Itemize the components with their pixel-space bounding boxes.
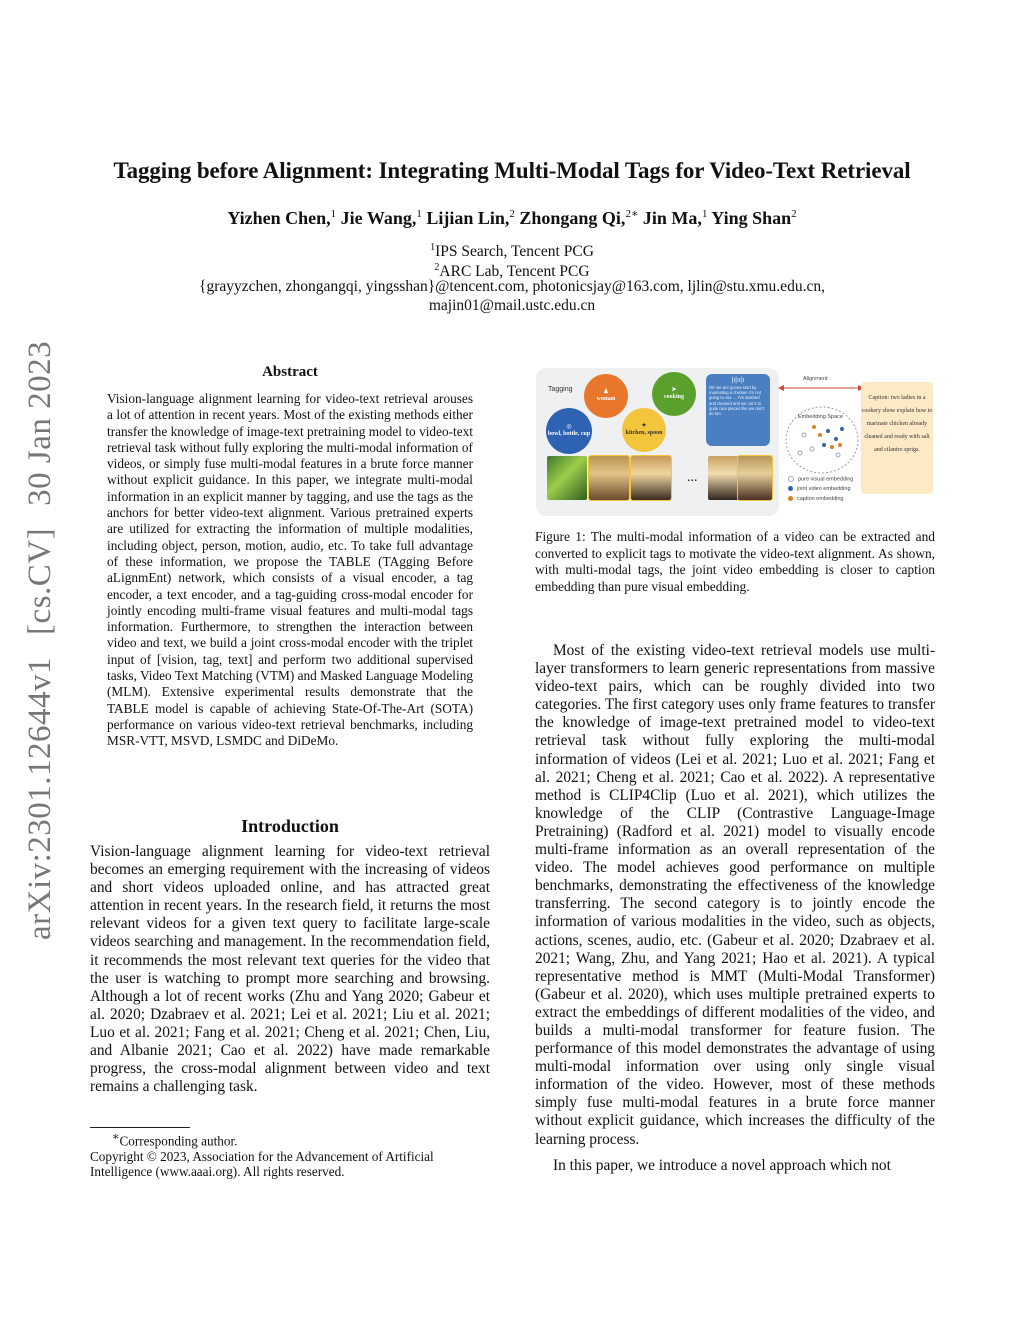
footnote-rule: [90, 1127, 190, 1128]
tag-cooking: [652, 372, 696, 416]
author-mark: 1: [701, 208, 708, 220]
author: Jie Wang,: [340, 208, 417, 228]
tagging-label: Tagging: [548, 386, 573, 393]
caption-marker-icon: [788, 496, 793, 501]
footnote-corresponding: [90, 1130, 490, 1149]
tag-label: kitchen, spoon: [625, 430, 663, 436]
video-frame-5: [738, 456, 772, 500]
location-icon: ✦: [641, 423, 647, 429]
legend-text: joint video embedding: [797, 486, 851, 492]
footnote-corresponding-text: Corresponding author.: [119, 1133, 238, 1149]
abstract-text: Vision-language alignment learning for video-text retrieval arouses a lot of attention in recent years. Most of the existing methods either transfer the knowledge of image-text pretraining model to video-text retrieval task without fully exploring the multi-modal information of videos, or simply fuse multi-modal features in a brute force manner without explicit guidance. In this paper, we integrate multi-modal information in an explicit manner by tagging, and use the tags as the anchors for better video-text alignment. Various pretrained experts are utilized for extracting the information of multiple modalities, including object, person, motion, audio, etc. To take full advantage of these information, we propose the TABLE (TAgging Before aLignmEnt) network, which consists of a visual encoder, a tag encoder, a text encoder, and a tag-guiding cross-modal encoder for jointly encoding multi-frame visual features and multi-modal tags information. Furthermore, to strengthen the interaction between video and text, we build a joint cross-modal encoder with the triplet input of [vision, tag, text] and perform two additional supervised tasks, Video Text Matching (VTM) and Masked Language Modeling (MLM). Extensive experimental results demonstrate that the TABLE model is capable of achieving State-Of-The-Art (SOTA) performance on various video-text retrieval benchmarks, including MSR-VTT, MSVD, LSMDC and DiDeMo.: [107, 391, 473, 749]
caption-example-box: Caption: two ladies in a cookery show explain how to marinate chicken already cleaned and ready with salt and cilantro sprigs.: [861, 382, 933, 494]
figure1-caption: Figure 1: The multi-modal information of a video can be extracted and converted to explicit tags to motivate the video-text alignment. As shown, with multi-modal tags, the joint video embedding is closer to caption embedding than pure visual embedding.: [535, 529, 935, 594]
video-frame-3: [631, 456, 671, 500]
tag-label: woman: [596, 396, 616, 402]
affiliation-mark: 1: [430, 242, 436, 253]
affiliation-text: IPS Search, Tencent PCG: [435, 243, 594, 261]
intro-paragraph-1: Vision-language alignment learning for video-text retrieval becomes an emerging requirement with the increasing of videos and short videos uploaded online, and has attracted great attention in recent years. In the research field, it returns the most relevant videos for a given text query to facilitate large-scale videos searching and management. In the recommendation field, it recommends the most relevant text queries for the video that the user is watching to prompt more searching and browsing. Although a lot of recent works (Zhu and Yang 2020; Gabeur et al. 2020; Dzabraev et al. 2021; Lei et al. 2021; Liu et al. 2021; Luo et al. 2021; Fang et al. 2021; Cheng et al. 2021; Chen, Liu, and Albanie 2021; Cao et al. 2022) have made remarkable progress, the cross-modal alignment between video and text remains a challenging task.: [90, 843, 490, 1096]
author-mark: 1: [416, 208, 422, 220]
audio-wave-icon: |ı|ıı|ı: [731, 377, 745, 384]
arxiv-stamp: [22, 341, 59, 940]
legend-joint-video: [788, 486, 851, 492]
author-list: [0, 207, 1024, 229]
video-frame-2: [589, 456, 629, 500]
target-icon: ◎: [566, 424, 572, 430]
author: Yizhen Chen,: [227, 208, 331, 228]
alignment-label: Alignment: [803, 376, 828, 382]
author-mark: 2: [791, 208, 797, 220]
legend-pure-visual: [788, 476, 853, 482]
emails-line-2: majin01@mail.ustc.edu.cn: [428, 297, 596, 314]
arxiv-date: 30 Jan 2023: [22, 340, 58, 506]
intro-paragraph-2: Most of the existing video-text retrieval models use multi-layer transformers to learn generic representations from massive video-text pairs, which can be roughly divided into two categories. The first category uses only frame features to transfer the knowledge of image-text pretrained model to video-text retrieval task without fully exploring the multi-modal information of videos (Lei et al. 2021; Luo et al. 2021; Fang et al. 2021; Cheng et al. 2021; Cao et al. 2022). A representative method is CLIP4Clip (Luo et al. 2021), which utilizes the knowledge of the CLIP (Contrastive Language-Image Pretraining) (Radford et al. 2021) model to visually encode multi-frame information as an overall representation of the video. The model achieves good performance on multiple benchmarks, demonstrating the effectiveness of the knowledge transferring. The second category is to jointly encode the information of various modalities in the video, such as objects, actions, scenes, audio, etc. (Gabeur et al. 2020; Dzabraev et al. 2021; Wang, Zhu, and Yang 2021; Hao et al. 2021). A typical representative method is MMT (Multi-Modal Transformer) (Gabeur et al. 2020), which uses multiple pretrained experts to extract the embeddings of different modalities of the video, and builds a multi-modal transformer for feature fusion. The performance of this model demonstrates the advantage of using multi-modal information over using only single visual information of the video. However, most of these methods simply fuse multi-modal features in a brute force manner without explicit guidance, which increases the difficulty of the learning process.: [535, 642, 935, 1148]
arxiv-id: arXiv:2301.12644v1: [22, 656, 58, 940]
legend-text: caption embedding: [797, 496, 844, 502]
speech-transcript-box: [706, 374, 770, 446]
joint-video-marker-icon: [788, 486, 793, 491]
running-icon: ➤: [671, 387, 677, 393]
author: Ying Shan: [711, 208, 792, 228]
introduction-heading: Introduction: [241, 816, 339, 836]
tag-objects: [546, 408, 592, 454]
tag-woman: [584, 374, 628, 418]
embedding-space-label: Embedding Space: [798, 414, 843, 420]
legend-caption-emb: [788, 496, 843, 502]
frames-ellipsis: ...: [687, 470, 698, 485]
affiliation-text: ARC Lab, Tencent PCG: [439, 263, 590, 281]
tag-kitchen: [622, 408, 666, 452]
tag-label: cooking: [663, 394, 684, 400]
author-mark: 2: [509, 208, 515, 220]
author: Zhongang Qi,: [519, 208, 626, 228]
emails-line-1: {grayyzchen, zhongangqi, yingsshan}@tencent.com, photonicsjay@163.com, ljlin@stu.xmu.edu.cn,: [199, 278, 825, 295]
footnote-mark: ∗: [112, 1131, 120, 1143]
footnote-copyright: Copyright © 2023, Association for the Advancement of Artificial Intelligence (www.aaai.org). All rights reserved.: [90, 1148, 434, 1180]
author-mark: 2∗: [625, 208, 639, 220]
speech-text: OK we are gonna start by marinating a chicken I'm not going to use ... I've washed and cleaned and we cut it to quite nice pieces like we don't do too: [709, 385, 765, 417]
affiliation-mark: 2: [434, 262, 440, 273]
author: Lijian Lin,: [426, 208, 510, 228]
tag-label: bowl, bottle, cup: [547, 431, 591, 437]
legend-text: pure visual embedding: [798, 476, 854, 483]
intro-paragraph-3: In this paper, we introduce a novel approach which not: [553, 1157, 891, 1174]
person-icon: ♟: [603, 389, 609, 395]
author-mark: 1: [330, 208, 337, 220]
abstract-heading: Abstract: [262, 364, 318, 380]
footnote: [90, 1130, 490, 1180]
paper-title: Tagging before Alignment: Integrating Multi-Modal Tags for Video-Text Retrieval: [113, 158, 911, 183]
video-frame-1: [547, 456, 587, 500]
pure-visual-marker-icon: [788, 476, 794, 482]
author: Jin Ma,: [642, 208, 702, 228]
arxiv-category: [cs.CV]: [22, 527, 58, 635]
